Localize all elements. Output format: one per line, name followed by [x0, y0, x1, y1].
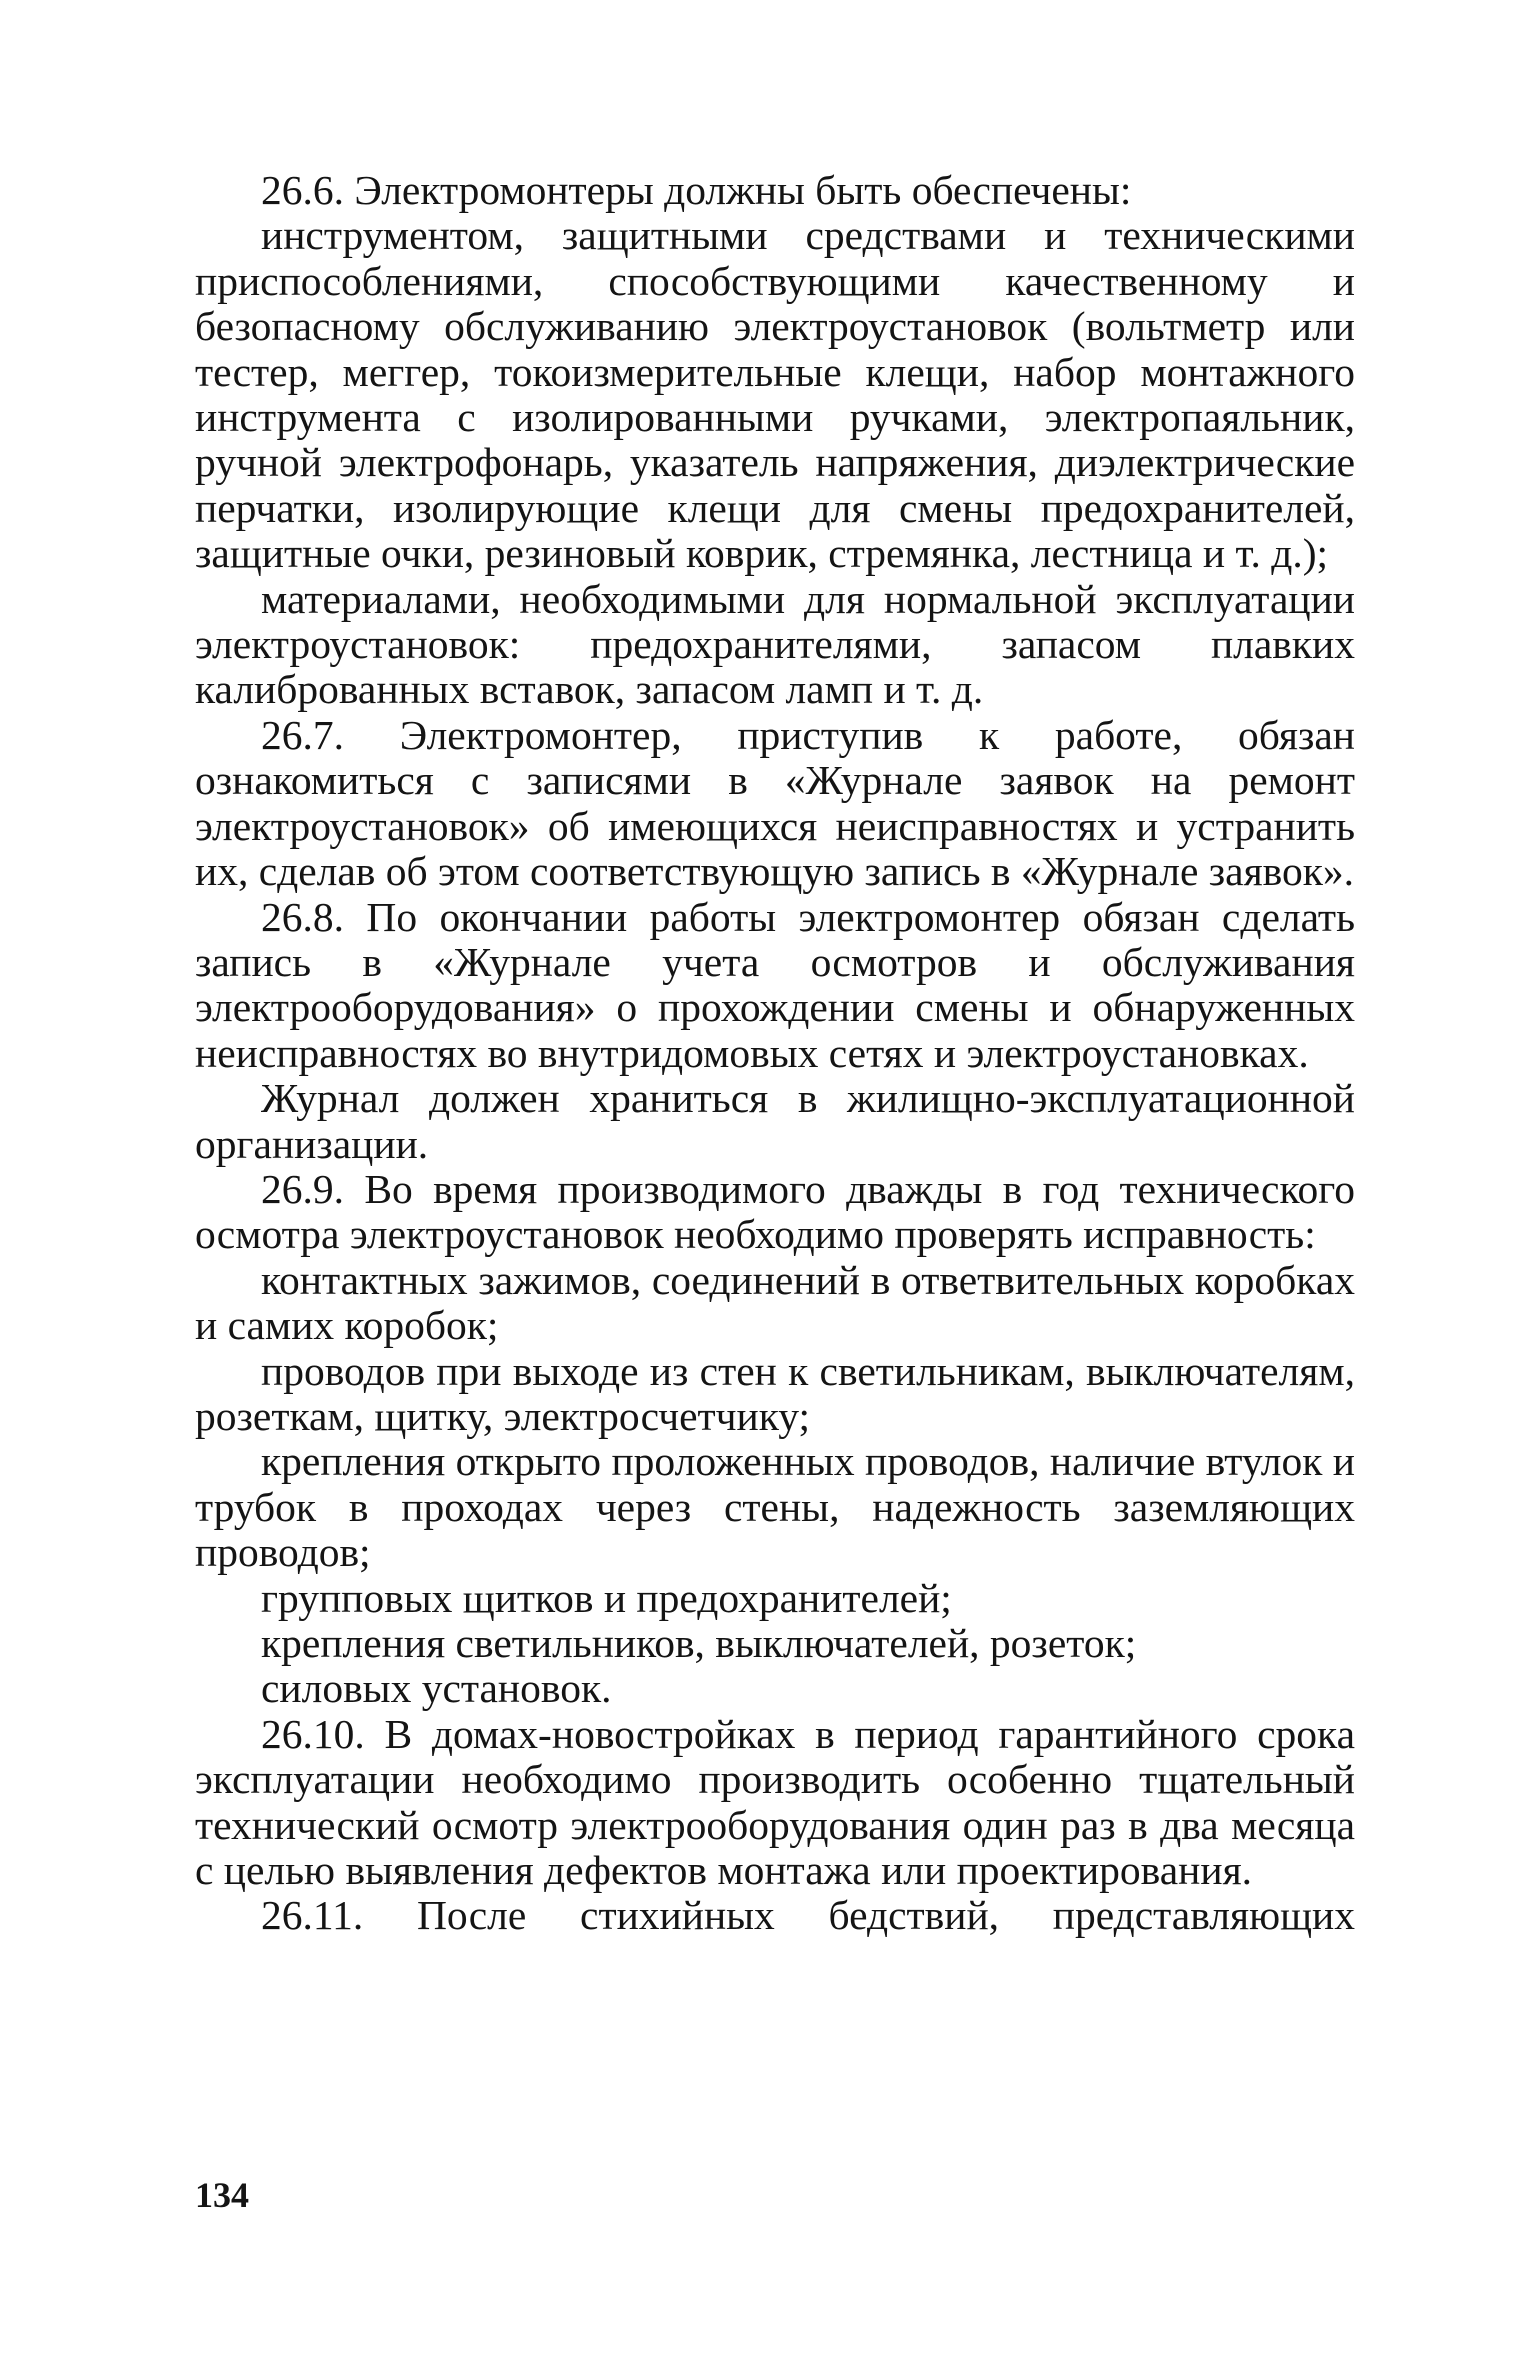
paragraph-26-7: 26.7. Электромонтер, приступив к работе, обязан ознакомиться с записями в «Журнале заявок на ремонт электроустановок» об имеющихся неисправностях и устранить их, сделав об этом соответствующую запись в «Журнале заявок».	[195, 711, 1355, 895]
paragraph-26-6-heading: 26.6. Электромонтеры должны быть обеспечены:	[261, 167, 1132, 213]
paragraph-journal-storage: Журнал должен храниться в жилищно-эксплуатационной организации.	[195, 1075, 1355, 1167]
paragraph-26-8: 26.8. По окончании работы электромонтер обязан сделать запись в «Журнале учета осмотров и обслуживания электрооборудования» о прохождении смены и обнаруженных неисправностях во внутридомовых сетях и электроустановках.	[195, 893, 1355, 1076]
page-body	[195, 168, 1355, 1939]
paragraph-group-panels: групповых щитков и предохранителей;	[261, 1574, 952, 1621]
paragraph-wires-exit: проводов при выходе из стен к светильникам, выключателям, розеткам, щитку, электросчетчику;	[195, 1347, 1355, 1439]
paragraph-fixture-fastening: крепления светильников, выключателей, розеток;	[261, 1620, 1137, 1666]
paragraph-power-units: силовых установок.	[261, 1665, 612, 1712]
paragraph-26-11: 26.11. После стихийных бедствий, представляющих	[261, 1892, 1355, 1939]
paragraph-wire-fastening: крепления открыто проложенных проводов, наличие втулок и трубок в проходах через стены, надежность заземляющих проводов;	[195, 1438, 1355, 1576]
paragraph-contact-clamps: контактных зажимов, соединений в ответвительных коробках и самих коробок;	[195, 1256, 1355, 1349]
paragraph-26-10: 26.10. В домах-новостройках в период гарантийного срока эксплуатации необходимо производить особенно тщательный технический осмотр электрооборудования один раз в два месяца с целью выявления дефектов монтажа или проектирования.	[195, 1710, 1355, 1894]
paragraph-tools-list: инструментом, защитными средствами и техническими приспособлениями, способствующими качественному и безопасному обслуживанию электроустановок (вольтметр или тестер, меггер, токоизмерительные клещи, набор монтажного инструмента с изолированными ручками, электропаяльник, ручной электрофонарь, указатель напряжения, диэлектрические перчатки, изолирующие клещи для смены предохранителей, защитные очки, резиновый коврик, стремянка, лестница и т. д.);	[195, 212, 1355, 577]
paragraph-materials-list: материалами, необходимыми для нормальной эксплуатации электроустановок: предохранителями, запасом плавких калиброванных вставок, запасом ламп и т. д.	[195, 575, 1355, 713]
page-number: 134	[195, 2175, 249, 2215]
paragraph-26-9: 26.9. Во время производимого дважды в год технического осмотра электроустановок необходимо проверять исправность:	[195, 1165, 1355, 1258]
